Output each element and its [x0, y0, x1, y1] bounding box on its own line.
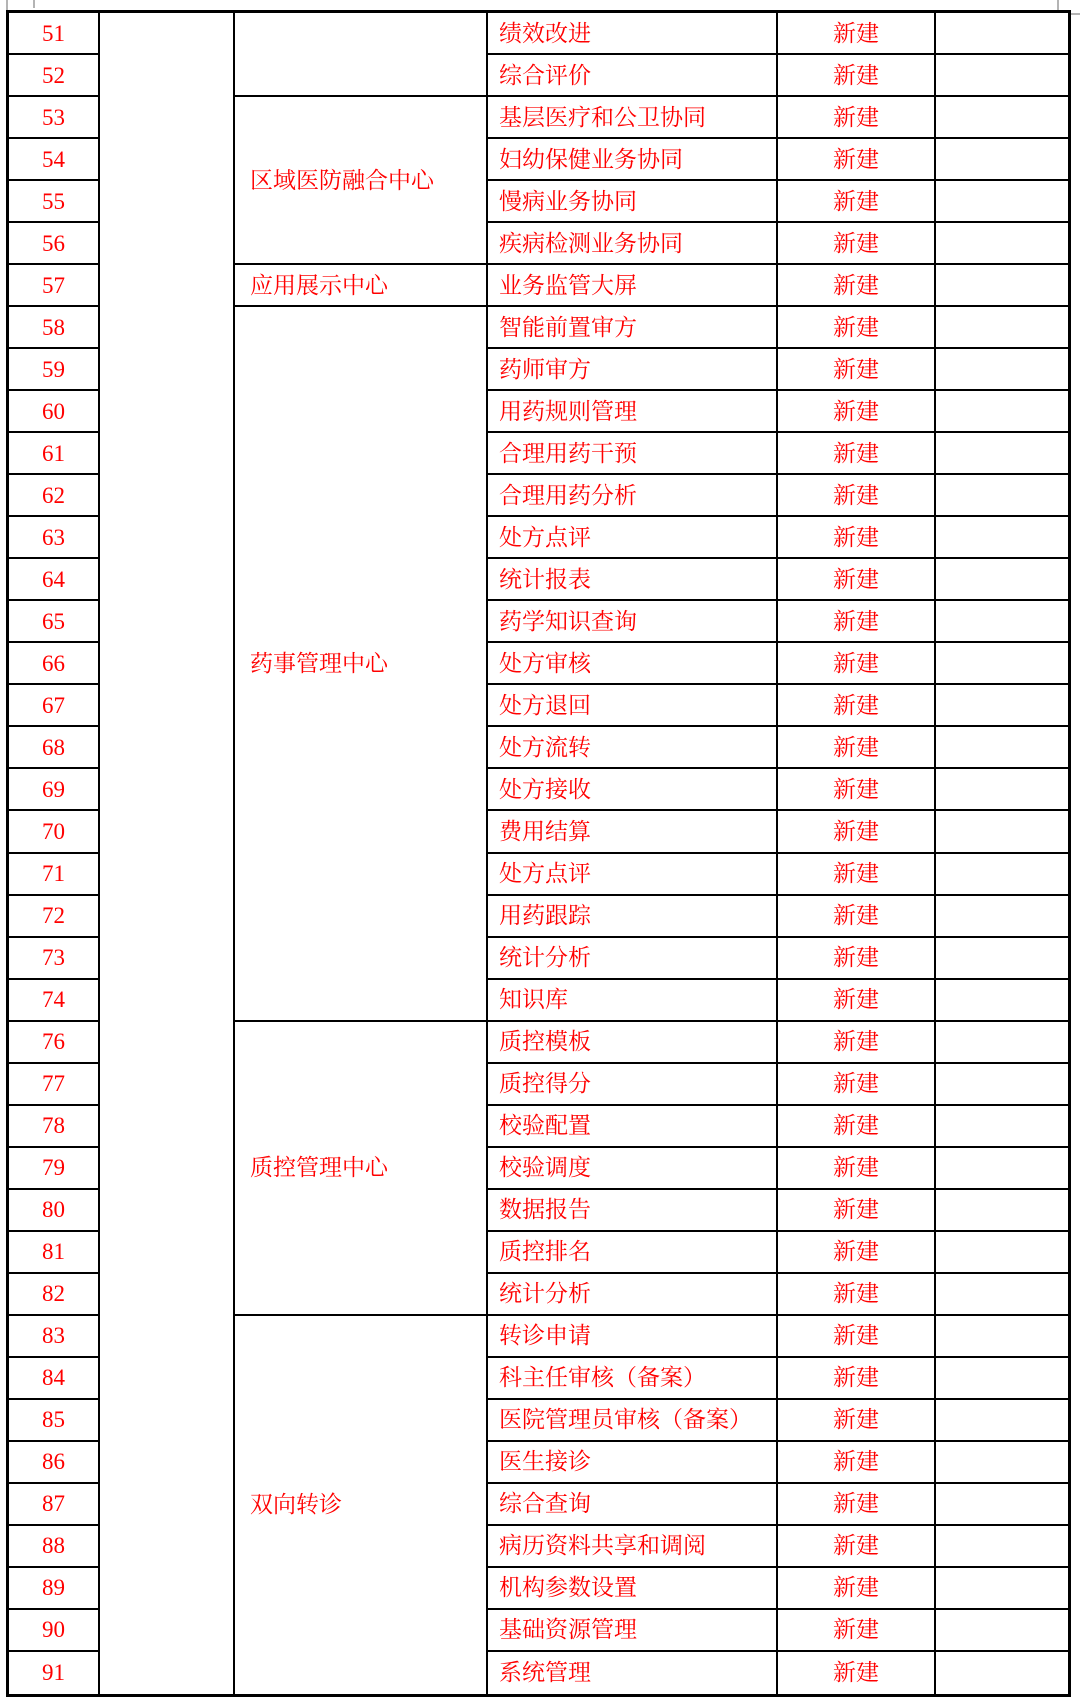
feature-cell[interactable] [488, 1568, 778, 1610]
feature-cell-text: 统计分析 [499, 945, 591, 971]
status-cell[interactable] [778, 854, 936, 896]
feature-cell[interactable] [488, 1442, 778, 1484]
status-cell-text: 新建 [833, 1323, 879, 1349]
row-number-cell[interactable] [9, 769, 100, 811]
center-cell-text: 区域医防融合中心 [250, 167, 434, 193]
note-cell[interactable] [936, 349, 1068, 391]
note-cell[interactable] [936, 1358, 1068, 1400]
feature-cell[interactable] [488, 559, 778, 601]
row-number-cell-text: 86 [42, 1449, 65, 1475]
feature-cell-text: 综合查询 [499, 1491, 591, 1517]
row-number-cell-text: 56 [42, 230, 65, 256]
center-cell[interactable] [235, 1316, 488, 1694]
status-cell-text: 新建 [833, 20, 879, 46]
feature-cell[interactable] [488, 1526, 778, 1568]
row-number-cell-text: 68 [42, 734, 65, 760]
feature-cell[interactable] [488, 1022, 778, 1064]
note-cell[interactable] [936, 391, 1068, 433]
note-cell[interactable] [936, 601, 1068, 643]
status-cell-text: 新建 [833, 861, 879, 886]
feature-cell[interactable] [488, 811, 778, 853]
feature-cell[interactable] [488, 1190, 778, 1232]
note-cell[interactable] [936, 1316, 1068, 1358]
gridline-top-right-vertical [1057, 0, 1059, 10]
status-cell-text: 新建 [833, 987, 879, 1013]
note-cell[interactable] [936, 433, 1068, 475]
row-number-cell-text: 52 [42, 62, 65, 88]
row-number-cell-text: 58 [42, 314, 65, 340]
feature-cell-text: 绩效改进 [499, 20, 591, 46]
status-cell[interactable] [778, 769, 936, 811]
row-number-cell[interactable] [9, 1022, 100, 1064]
status-cell[interactable] [778, 811, 936, 853]
row-number-cell-text: 71 [42, 861, 65, 886]
row-number-cell[interactable] [9, 517, 100, 559]
note-cell[interactable] [936, 1484, 1068, 1526]
note-cell[interactable] [936, 265, 1068, 307]
feature-cell-text: 疾病检测业务协同 [499, 230, 683, 256]
status-cell[interactable] [778, 55, 936, 97]
row-number-cell-text: 66 [42, 650, 65, 676]
status-cell[interactable] [778, 13, 936, 55]
feature-cell-text: 质控排名 [499, 1239, 591, 1265]
note-cell[interactable] [936, 811, 1068, 853]
feature-cell-text: 基层医疗和公卫协同 [499, 104, 706, 130]
status-cell[interactable] [778, 1442, 936, 1484]
status-cell-text: 新建 [833, 356, 879, 382]
feature-cell-text: 费用结算 [499, 818, 591, 844]
status-cell-text: 新建 [833, 1617, 879, 1643]
feature-cell[interactable] [488, 55, 778, 97]
feature-cell[interactable] [488, 1610, 778, 1652]
feature-cell-text: 处方流转 [499, 734, 591, 760]
status-cell[interactable] [778, 1232, 936, 1274]
status-cell[interactable] [778, 643, 936, 685]
status-cell-text: 新建 [833, 272, 879, 298]
feature-cell-text: 质控得分 [499, 1071, 591, 1097]
feature-cell-text: 慢病业务协同 [499, 188, 637, 214]
row-number-cell[interactable] [9, 685, 100, 727]
status-cell[interactable] [778, 349, 936, 391]
status-cell-text: 新建 [833, 1029, 879, 1055]
row-number-cell-text: 69 [42, 776, 65, 802]
row-number-cell[interactable] [9, 1232, 100, 1274]
row-number-cell-text: 62 [42, 482, 65, 508]
row-number-cell[interactable] [9, 55, 100, 97]
status-cell[interactable] [778, 97, 936, 139]
center-cell[interactable] [235, 1022, 488, 1316]
row-number-cell[interactable] [9, 896, 100, 938]
status-cell-text: 新建 [833, 398, 879, 424]
status-cell[interactable] [778, 1610, 936, 1652]
feature-cell[interactable] [488, 97, 778, 139]
gridline-top-right-horizontal [1071, 13, 1080, 15]
note-cell[interactable] [936, 1568, 1068, 1610]
feature-cell-text: 转诊申请 [499, 1323, 591, 1349]
feature-cell-text: 妇幼保健业务协同 [499, 146, 683, 172]
note-cell[interactable] [936, 517, 1068, 559]
status-cell-text: 新建 [833, 482, 879, 508]
status-cell[interactable] [778, 1316, 936, 1358]
status-cell-text: 新建 [833, 1407, 879, 1433]
note-cell[interactable] [936, 1064, 1068, 1106]
status-cell-text: 新建 [833, 1197, 879, 1223]
status-cell[interactable] [778, 1652, 936, 1694]
row-number-cell[interactable] [9, 13, 100, 55]
row-number-cell-text: 70 [42, 818, 65, 844]
row-number-cell-text: 81 [42, 1239, 65, 1265]
spacer-column-cell[interactable] [100, 13, 235, 1694]
feature-cell[interactable] [488, 601, 778, 643]
feature-cell[interactable] [488, 1484, 778, 1526]
feature-cell-text: 系统管理 [499, 1660, 591, 1686]
status-cell[interactable] [778, 1190, 936, 1232]
row-number-cell[interactable] [9, 1400, 100, 1442]
row-number-cell[interactable] [9, 1652, 100, 1694]
status-cell[interactable] [778, 1064, 936, 1106]
status-cell-text: 新建 [833, 146, 879, 172]
status-cell-text: 新建 [833, 608, 879, 634]
row-number-cell-text: 84 [42, 1365, 65, 1391]
status-cell[interactable] [778, 727, 936, 769]
feature-cell[interactable] [488, 433, 778, 475]
status-cell[interactable] [778, 896, 936, 938]
row-number-cell-text: 91 [42, 1660, 65, 1686]
status-cell[interactable] [778, 1106, 936, 1148]
status-cell[interactable] [778, 1022, 936, 1064]
note-cell[interactable] [936, 727, 1068, 769]
feature-cell[interactable] [488, 1232, 778, 1274]
status-cell-text: 新建 [833, 1071, 879, 1097]
status-cell[interactable] [778, 433, 936, 475]
note-cell[interactable] [936, 559, 1068, 601]
feature-cell[interactable] [488, 391, 778, 433]
status-cell[interactable] [778, 517, 936, 559]
feature-cell-text: 质控模板 [499, 1029, 591, 1055]
feature-cell-text: 校验调度 [499, 1155, 591, 1181]
status-cell[interactable] [778, 307, 936, 349]
status-cell-text: 新建 [833, 62, 879, 88]
row-number-cell-text: 80 [42, 1197, 65, 1223]
status-cell-text: 新建 [833, 818, 879, 844]
feature-cell[interactable] [488, 685, 778, 727]
note-cell[interactable] [936, 97, 1068, 139]
note-cell[interactable] [936, 938, 1068, 980]
row-number-cell[interactable] [9, 433, 100, 475]
feature-cell-text: 基础资源管理 [499, 1617, 637, 1643]
status-cell[interactable] [778, 265, 936, 307]
row-number-cell-text: 60 [42, 398, 65, 424]
row-number-cell[interactable] [9, 1526, 100, 1568]
row-number-cell-text: 78 [42, 1113, 65, 1139]
note-cell[interactable] [936, 13, 1068, 55]
gridline-top-left-outer [6, 0, 8, 10]
status-cell[interactable] [778, 685, 936, 727]
status-cell-text: 新建 [833, 1239, 879, 1265]
row-number-cell[interactable] [9, 601, 100, 643]
feature-cell-text: 数据报告 [499, 1197, 591, 1223]
row-number-cell[interactable] [9, 1442, 100, 1484]
feature-cell[interactable] [488, 1106, 778, 1148]
status-cell[interactable] [778, 601, 936, 643]
row-number-cell-text: 53 [42, 104, 65, 130]
status-cell-text: 新建 [833, 1113, 879, 1139]
row-number-cell-text: 76 [42, 1029, 65, 1055]
row-number-cell-text: 51 [42, 20, 65, 46]
row-number-cell-text: 87 [42, 1491, 65, 1517]
gridline-top-left-inner [33, 0, 35, 8]
feature-cell[interactable] [488, 181, 778, 223]
row-number-cell[interactable] [9, 643, 100, 685]
status-cell-text: 新建 [833, 314, 879, 340]
note-cell[interactable] [936, 475, 1068, 517]
row-number-cell[interactable] [9, 307, 100, 349]
feature-cell-text: 处方退回 [499, 692, 591, 718]
note-cell[interactable] [936, 854, 1068, 896]
row-number-cell[interactable] [9, 391, 100, 433]
row-number-cell[interactable] [9, 475, 100, 517]
status-cell-text: 新建 [833, 524, 879, 550]
feature-cell-text: 药学知识查询 [499, 608, 637, 634]
note-cell[interactable] [936, 1652, 1068, 1694]
row-number-cell-text: 67 [42, 692, 65, 718]
status-cell-text: 新建 [833, 776, 879, 802]
feature-cell[interactable] [488, 1316, 778, 1358]
status-cell-text: 新建 [833, 903, 879, 929]
feature-cell-text: 知识库 [499, 987, 568, 1013]
feature-cell-text: 机构参数设置 [499, 1575, 637, 1601]
row-number-cell-text: 89 [42, 1575, 65, 1601]
feature-cell[interactable] [488, 854, 778, 896]
feature-cell[interactable] [488, 307, 778, 349]
feature-cell-text: 医院管理员审核（备案） [499, 1407, 752, 1433]
row-number-cell[interactable] [9, 1568, 100, 1610]
center-cell-text: 双向转诊 [250, 1492, 342, 1518]
feature-cell-text: 用药规则管理 [499, 398, 637, 424]
note-cell[interactable] [936, 223, 1068, 265]
row-number-cell-text: 90 [42, 1617, 65, 1643]
row-number-cell[interactable] [9, 1190, 100, 1232]
note-cell[interactable] [936, 980, 1068, 1022]
row-number-cell[interactable] [9, 854, 100, 896]
note-cell[interactable] [936, 1274, 1068, 1316]
feature-cell-text: 智能前置审方 [499, 314, 637, 340]
feature-cell[interactable] [488, 896, 778, 938]
row-number-cell-text: 55 [42, 188, 65, 214]
feature-cell-text: 处方点评 [499, 861, 591, 886]
status-cell-text: 新建 [833, 1365, 879, 1391]
feature-cell-text: 综合评价 [499, 62, 591, 88]
feature-cell[interactable] [488, 223, 778, 265]
feature-cell-text: 处方接收 [499, 776, 591, 802]
feature-table [6, 10, 1071, 1697]
status-cell-text: 新建 [833, 1575, 879, 1601]
status-cell-text: 新建 [833, 692, 879, 718]
note-cell[interactable] [936, 769, 1068, 811]
feature-cell[interactable] [488, 139, 778, 181]
row-number-cell[interactable] [9, 265, 100, 307]
note-cell[interactable] [936, 1232, 1068, 1274]
row-number-cell-text: 72 [42, 903, 65, 929]
row-number-cell-text: 83 [42, 1323, 65, 1349]
status-cell[interactable] [778, 1148, 936, 1190]
note-cell[interactable] [936, 1190, 1068, 1232]
row-number-cell[interactable] [9, 938, 100, 980]
note-cell[interactable] [936, 139, 1068, 181]
note-cell[interactable] [936, 55, 1068, 97]
feature-cell[interactable] [488, 265, 778, 307]
row-number-cell[interactable] [9, 139, 100, 181]
row-number-cell[interactable] [9, 1610, 100, 1652]
feature-cell[interactable] [488, 938, 778, 980]
status-cell[interactable] [778, 938, 936, 980]
note-cell[interactable] [936, 685, 1068, 727]
status-cell[interactable] [778, 559, 936, 601]
row-number-cell[interactable] [9, 1316, 100, 1358]
status-cell-text: 新建 [833, 1155, 879, 1181]
center-cell[interactable] [235, 97, 488, 265]
note-cell[interactable] [936, 1526, 1068, 1568]
feature-cell[interactable] [488, 475, 778, 517]
feature-cell[interactable] [488, 13, 778, 55]
center-cell-text: 应用展示中心 [250, 272, 388, 298]
status-cell[interactable] [778, 1400, 936, 1442]
row-number-cell-text: 79 [42, 1155, 65, 1181]
row-number-cell[interactable] [9, 727, 100, 769]
status-cell-text: 新建 [833, 734, 879, 760]
feature-cell-text: 药师审方 [499, 356, 591, 382]
status-cell[interactable] [778, 475, 936, 517]
center-cell-text: 药事管理中心 [250, 650, 388, 676]
note-cell[interactable] [936, 1148, 1068, 1190]
status-cell[interactable] [778, 1274, 936, 1316]
row-number-cell-text: 65 [42, 608, 65, 634]
note-cell[interactable] [936, 1022, 1068, 1064]
row-number-cell-text: 63 [42, 524, 65, 550]
feature-cell-text: 业务监管大屏 [499, 272, 637, 298]
row-number-cell[interactable] [9, 1106, 100, 1148]
note-cell[interactable] [936, 643, 1068, 685]
row-number-cell-text: 61 [42, 440, 65, 466]
status-cell[interactable] [778, 223, 936, 265]
feature-cell[interactable] [488, 769, 778, 811]
feature-cell[interactable] [488, 1064, 778, 1106]
row-number-cell-text: 82 [42, 1281, 65, 1307]
status-cell-text: 新建 [833, 945, 879, 971]
feature-cell[interactable] [488, 349, 778, 391]
status-cell-text: 新建 [833, 230, 879, 256]
feature-cell-text: 统计分析 [499, 1281, 591, 1307]
row-number-cell[interactable] [9, 1148, 100, 1190]
feature-cell[interactable] [488, 1652, 778, 1694]
status-cell[interactable] [778, 181, 936, 223]
row-number-cell[interactable] [9, 223, 100, 265]
row-number-cell-text: 73 [42, 945, 65, 971]
row-number-cell[interactable] [9, 181, 100, 223]
feature-cell[interactable] [488, 1274, 778, 1316]
row-number-cell-text: 64 [42, 566, 65, 592]
feature-cell-text: 医生接诊 [499, 1449, 591, 1475]
note-cell[interactable] [936, 1400, 1068, 1442]
status-cell-text: 新建 [833, 650, 879, 676]
feature-cell-text: 处方点评 [499, 524, 591, 550]
feature-cell-text: 处方审核 [499, 650, 591, 676]
status-cell[interactable] [778, 1358, 936, 1400]
feature-cell-text: 统计报表 [499, 566, 591, 592]
feature-cell-text: 合理用药干预 [499, 440, 637, 466]
status-cell[interactable] [778, 1484, 936, 1526]
note-cell[interactable] [936, 307, 1068, 349]
note-cell[interactable] [936, 1442, 1068, 1484]
status-cell[interactable] [778, 391, 936, 433]
center-cell-text: 质控管理中心 [250, 1155, 388, 1181]
status-cell-text: 新建 [833, 1660, 879, 1686]
row-number-cell[interactable] [9, 1064, 100, 1106]
feature-cell[interactable] [488, 517, 778, 559]
center-cell[interactable] [235, 13, 488, 97]
feature-cell[interactable] [488, 1358, 778, 1400]
center-cell[interactable] [235, 307, 488, 1021]
status-cell-text: 新建 [833, 1491, 879, 1517]
row-number-cell[interactable] [9, 1274, 100, 1316]
row-number-cell[interactable] [9, 811, 100, 853]
row-number-cell-text: 57 [42, 272, 65, 298]
feature-cell[interactable] [488, 980, 778, 1022]
row-number-cell[interactable] [9, 980, 100, 1022]
feature-cell-text: 校验配置 [499, 1113, 591, 1139]
status-cell-text: 新建 [833, 1281, 879, 1307]
status-cell[interactable] [778, 1568, 936, 1610]
feature-cell[interactable] [488, 1400, 778, 1442]
row-number-cell-text: 77 [42, 1071, 65, 1097]
note-cell[interactable] [936, 1106, 1068, 1148]
row-number-cell-text: 85 [42, 1407, 65, 1433]
feature-cell-text: 合理用药分析 [499, 482, 637, 508]
status-cell[interactable] [778, 980, 936, 1022]
status-cell-text: 新建 [833, 188, 879, 214]
row-number-cell[interactable] [9, 1358, 100, 1400]
feature-cell[interactable] [488, 727, 778, 769]
row-number-cell[interactable] [9, 97, 100, 139]
row-number-cell[interactable] [9, 559, 100, 601]
status-cell-text: 新建 [833, 1533, 879, 1559]
status-cell-text: 新建 [833, 566, 879, 592]
note-cell[interactable] [936, 896, 1068, 938]
row-number-cell-text: 54 [42, 146, 65, 172]
feature-cell[interactable] [488, 1148, 778, 1190]
row-number-cell-text: 59 [42, 356, 65, 382]
status-cell-text: 新建 [833, 440, 879, 466]
row-number-cell[interactable] [9, 349, 100, 391]
row-number-cell[interactable] [9, 1484, 100, 1526]
center-cell[interactable] [235, 265, 488, 307]
status-cell-text: 新建 [833, 1449, 879, 1475]
feature-cell[interactable] [488, 643, 778, 685]
feature-cell-text: 用药跟踪 [499, 903, 591, 929]
feature-cell-text: 科主任审核（备案） [499, 1365, 706, 1391]
row-number-cell-text: 88 [42, 1533, 65, 1559]
status-cell[interactable] [778, 1526, 936, 1568]
note-cell[interactable] [936, 1610, 1068, 1652]
status-cell-text: 新建 [833, 104, 879, 130]
note-cell[interactable] [936, 181, 1068, 223]
status-cell[interactable] [778, 139, 936, 181]
row-number-cell-text: 74 [42, 987, 65, 1013]
feature-cell-text: 病历资料共享和调阅 [499, 1533, 706, 1559]
